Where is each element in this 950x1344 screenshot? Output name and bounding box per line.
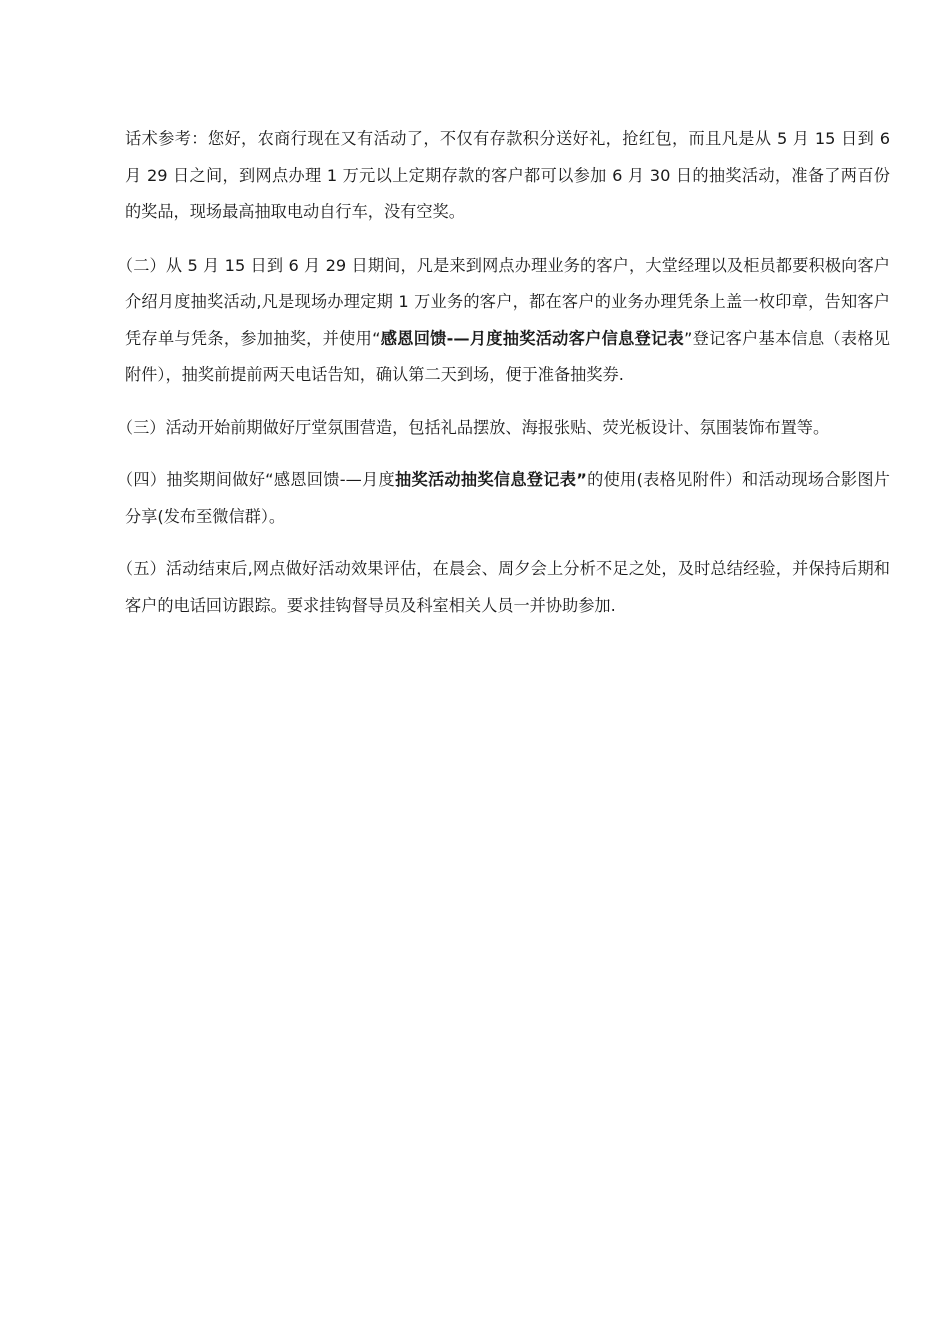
paragraph-item-5 — [116, 551, 890, 624]
paragraph-text: （四）抽奖期间做好“感恩回馈-—月度 — [116, 470, 395, 489]
paragraph-item-3 — [116, 410, 890, 447]
paragraph-item-2 — [116, 248, 891, 394]
paragraph-text: 的使用(表格见附件）和活动现场合影图片分享(发布至微信群）。 — [125, 470, 890, 526]
document-body — [116, 121, 891, 640]
paragraph-item-4 — [116, 462, 890, 535]
paragraph-text: （二）从 5 月 15 日到 6 月 29 日期间，凡是来到网点办理业务的客户，大堂经理以及柜员都要积极向客户介绍月度抽奖活动,凡是现场办理定期 1 万业务的客户，都在客户的业务办理凭条上盖一枚印章，告知客户凭存单与凭条，参加抽奖，并使用“ — [116, 255, 890, 348]
paragraph-script-reference — [125, 121, 890, 231]
paragraph-text: （三）活动开始前期做好厅堂氛围营造，包括礼品摆放、海报张贴、荧光板设计、氛围装饰布置等。 — [116, 417, 830, 437]
paragraph-text: （五）活动结束后,网点做好活动效果评估，在晨会、周夕会上分析不足之处，及时总结经验，并保持后期和客户的电话回访跟踪。要求挂钩督导员及科室相关人员一并协助参加. — [116, 559, 890, 615]
paragraph-text: ”登记客户基本信息（表格见附件），抽奖前提前两天电话告知，确认第二天到场，便于准备抽奖券. — [125, 328, 891, 384]
form-name-lottery-register: 抽奖活动抽奖信息登记表” — [395, 470, 587, 489]
paragraph-text: 话术参考：您好，农商行现在又有活动了，不仅有存款积分送好礼，抢红包，而且凡是从 5 月 15 日到 6 月 29 日之间，到网点办理 1 万元以上定期存款的客户都可以参加 6 月 30 日的抽奖活动，准备了两百份的奖品，现场最高抽取电动自行车，没有空奖。 — [125, 129, 890, 221]
form-name-customer-register: 感恩回馈-—月度抽奖活动客户信息登记表 — [380, 328, 684, 348]
